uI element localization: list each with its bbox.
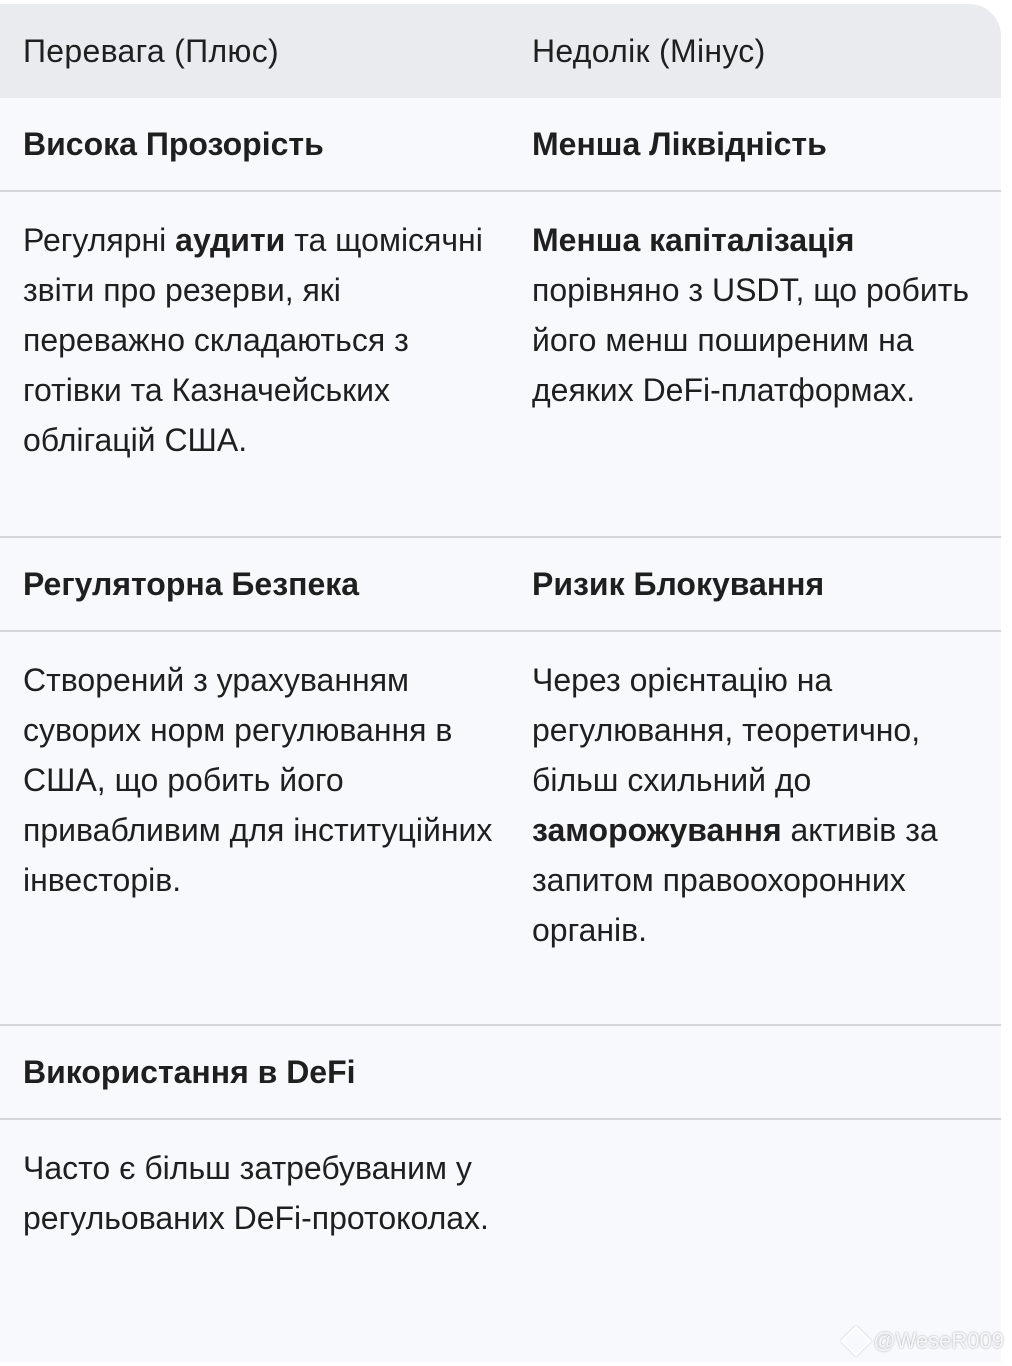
watermark xyxy=(845,1328,1004,1354)
con-title: Ризик Блокування xyxy=(532,566,825,602)
pro-title: Регуляторна Безпека xyxy=(23,566,360,602)
table-header-row xyxy=(0,4,1001,98)
pro-emphasis: аудити xyxy=(175,222,286,258)
table-row xyxy=(0,192,1001,538)
con-emphasis: Менша капіталізація xyxy=(532,222,855,258)
table-row xyxy=(0,98,1001,192)
con-title: Менша Ліквідність xyxy=(532,126,827,162)
con-description: Менша капіталізація порівняно з USDT, що робить його менш поширеним на деяких DeFi-платформах. xyxy=(532,222,970,408)
table-row xyxy=(0,1120,1001,1350)
pro-title: Використання в DeFi xyxy=(23,1054,356,1090)
comparison-table xyxy=(0,4,1001,1362)
pro-description: Регулярні аудити та щомісячні звіти про резерви, які переважно складаються з готівки та Казначейських облігацій США. xyxy=(23,222,483,458)
pro-description: Часто є більш затребуваним у регульованих DeFi-протоколах. xyxy=(23,1150,489,1236)
con-description: Через орієнтацію на регулювання, теоретично, більш схильний до заморожування активів за запитом правоохоронних органів. xyxy=(532,662,938,948)
con-emphasis: заморожування xyxy=(532,812,782,848)
header-cons: Недолік (Мінус) xyxy=(532,33,766,69)
table-row xyxy=(0,1026,1001,1120)
table-row xyxy=(0,538,1001,632)
table-row xyxy=(0,632,1001,1026)
header-pros: Перевага (Плюс) xyxy=(23,33,279,69)
con-description xyxy=(509,1120,1001,1350)
watermark-text: @WeseR009 xyxy=(873,1328,1004,1353)
pro-description: Створений з урахуванням суворих норм регулювання в США, що робить його привабливим для інституційних інвесторів. xyxy=(23,662,493,898)
binance-logo-icon xyxy=(841,1325,872,1356)
pro-title: Висока Прозорість xyxy=(23,126,324,162)
